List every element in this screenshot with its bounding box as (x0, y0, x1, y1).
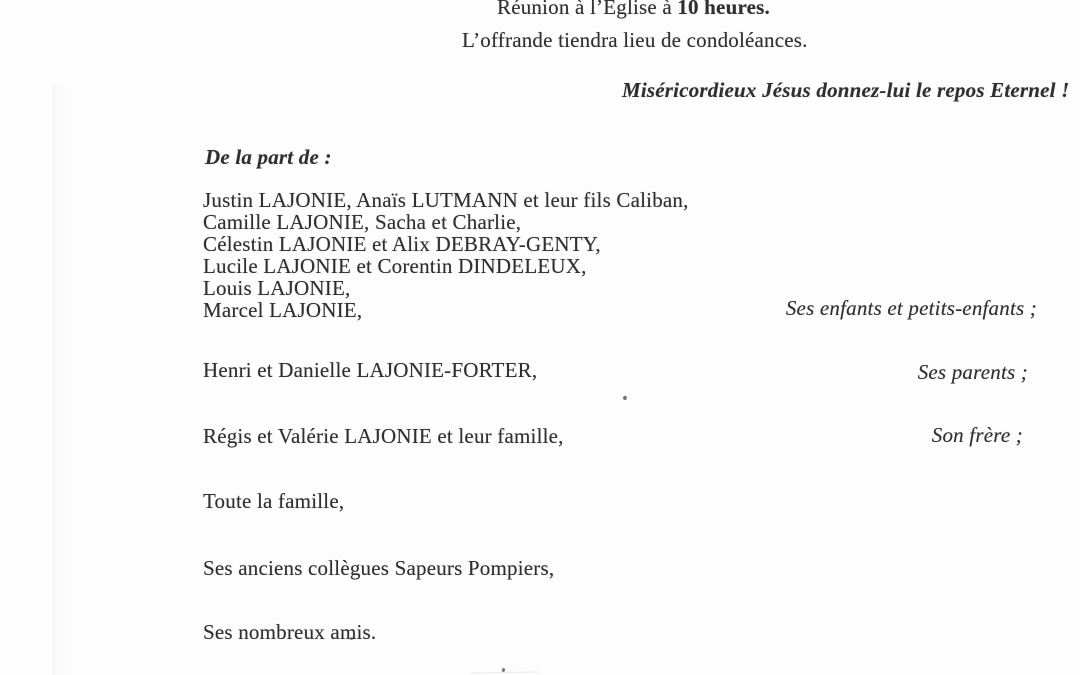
family-name-line: Lucile LAJONIE et Corentin DINDELEUX, (203, 254, 587, 278)
closing-line-family: Toute la famille, (203, 489, 345, 513)
prayer-line: Miséricordieux Jésus donnez-lui le repos Eternel ! (622, 78, 1070, 102)
parents-names-line: Henri et Danielle LAJONIE-FORTER, (203, 358, 538, 382)
closing-line-friends: Ses nombreux amis. (203, 620, 377, 644)
family-names-block (203, 189, 689, 321)
family-name-line: Camille LAJONIE, Sacha et Charlie, (203, 210, 522, 234)
relation-label-children: Ses enfants et petits-enfants ; (785, 296, 1037, 320)
offering-line: L’offrande tiendra lieu de condoléances. (462, 28, 808, 52)
brother-names-line: Régis et Valérie LAJONIE et leur famille, (203, 424, 564, 448)
closing-line-colleagues: Ses anciens collègues Sapeurs Pompiers, (203, 556, 555, 580)
family-name-line: Célestin LAJONIE et Alix DEBRAY-GENTY, (203, 232, 601, 256)
church-meeting-text: Réunion à l’Eglise à (497, 0, 678, 19)
scan-faint-line (470, 671, 540, 673)
relation-label-parents: Ses parents ; (917, 360, 1028, 384)
relation-label-brother: Son frère ; (931, 423, 1023, 447)
de-la-part-heading: De la part de : (205, 145, 332, 169)
family-name-line: Louis LAJONIE, (203, 276, 351, 300)
family-name-line: Marcel LAJONIE, (203, 298, 363, 322)
family-name-line: Justin LAJONIE, Anaïs LUTMANN et leur fils Caliban, (203, 188, 689, 212)
scan-speck (622, 395, 628, 401)
church-meeting-line (497, 0, 770, 18)
scanner-shadow-band (52, 85, 68, 675)
church-meeting-time: 10 heures. (677, 0, 770, 19)
